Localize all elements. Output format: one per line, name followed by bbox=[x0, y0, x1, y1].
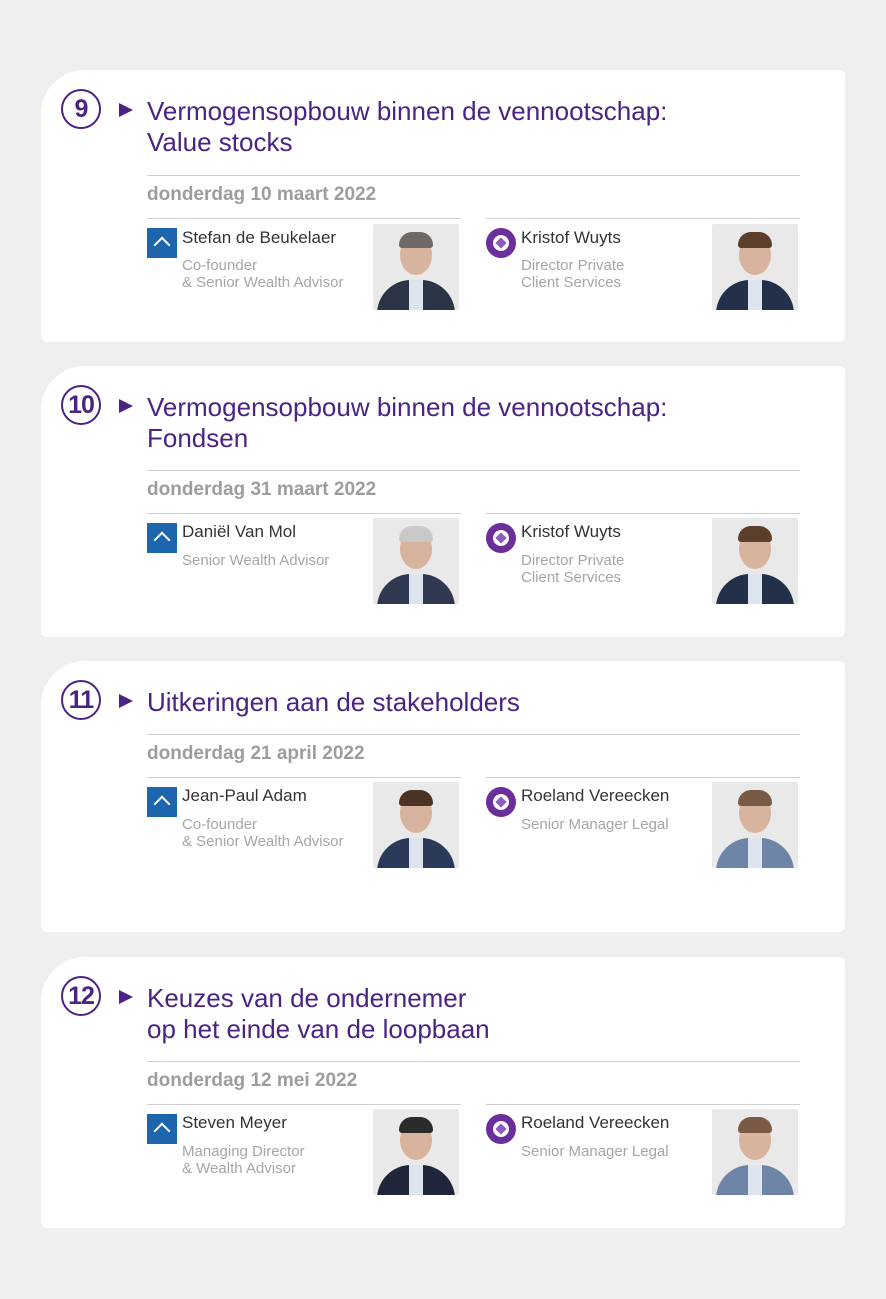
divider bbox=[147, 1104, 461, 1105]
session-date: donderdag 21 april 2022 bbox=[147, 743, 365, 764]
session-title: Keuzes van de ondernemer op het einde van de loopbaan bbox=[147, 983, 490, 1044]
speaker-photo bbox=[712, 224, 798, 310]
divider bbox=[147, 1061, 800, 1062]
speaker-role: Co-founder & Senior Wealth Advisor bbox=[182, 257, 344, 291]
session-card-12 bbox=[41, 957, 845, 1228]
speaker-role: Senior Manager Legal bbox=[521, 816, 669, 833]
pyramid-logo-icon bbox=[147, 1114, 177, 1144]
divider bbox=[147, 470, 800, 471]
speaker-name: Roeland Vereecken bbox=[521, 1113, 670, 1132]
speaker-role: Senior Wealth Advisor bbox=[182, 552, 330, 569]
session-number: 12 bbox=[61, 976, 101, 1016]
speaker-photo bbox=[712, 518, 798, 604]
play-icon bbox=[119, 990, 133, 1004]
swirl-logo-icon bbox=[486, 787, 516, 817]
session-title: Vermogensopbouw binnen de vennootschap: Fondsen bbox=[147, 392, 668, 453]
session-number: 10 bbox=[61, 385, 101, 425]
divider bbox=[147, 777, 461, 778]
speaker-name: Kristof Wuyts bbox=[521, 522, 621, 541]
session-date: donderdag 31 maart 2022 bbox=[147, 479, 377, 500]
divider bbox=[147, 513, 461, 514]
session-number: 9 bbox=[61, 89, 101, 129]
pyramid-logo-icon bbox=[147, 787, 177, 817]
play-icon bbox=[119, 103, 133, 117]
swirl-logo-icon bbox=[486, 523, 516, 553]
speaker-photo bbox=[373, 1109, 459, 1195]
speaker-role: Managing Director & Wealth Advisor bbox=[182, 1143, 305, 1177]
speaker-photo bbox=[373, 224, 459, 310]
session-title: Uitkeringen aan de stakeholders bbox=[147, 687, 520, 717]
speaker-name: Kristof Wuyts bbox=[521, 228, 621, 247]
divider bbox=[147, 734, 800, 735]
speaker-photo bbox=[712, 782, 798, 868]
divider bbox=[486, 777, 800, 778]
speaker-name: Stefan de Beukelaer bbox=[182, 228, 337, 247]
speaker-role: Senior Manager Legal bbox=[521, 1143, 669, 1160]
speaker-role: Director Private Client Services bbox=[521, 552, 625, 586]
speaker-role: Director Private Client Services bbox=[521, 257, 625, 291]
session-card-11 bbox=[41, 661, 845, 932]
divider bbox=[486, 1104, 800, 1105]
session-date: donderdag 12 mei 2022 bbox=[147, 1070, 358, 1091]
session-card-9 bbox=[41, 70, 845, 342]
speaker-photo bbox=[373, 518, 459, 604]
pyramid-logo-icon bbox=[147, 228, 177, 258]
session-date: donderdag 10 maart 2022 bbox=[147, 184, 377, 205]
session-title: Vermogensopbouw binnen de vennootschap: Value stocks bbox=[147, 96, 668, 157]
swirl-logo-icon bbox=[486, 228, 516, 258]
play-icon bbox=[119, 399, 133, 413]
divider bbox=[486, 218, 800, 219]
speaker-photo bbox=[373, 782, 459, 868]
divider bbox=[486, 513, 800, 514]
swirl-logo-icon bbox=[486, 1114, 516, 1144]
speaker-photo bbox=[712, 1109, 798, 1195]
speaker-role: Co-founder & Senior Wealth Advisor bbox=[182, 816, 344, 850]
speaker-name: Jean-Paul Adam bbox=[182, 786, 307, 805]
pyramid-logo-icon bbox=[147, 523, 177, 553]
speaker-name: Roeland Vereecken bbox=[521, 786, 670, 805]
play-icon bbox=[119, 694, 133, 708]
session-card-10 bbox=[41, 366, 845, 637]
speaker-name: Daniël Van Mol bbox=[182, 522, 297, 541]
session-number: 11 bbox=[61, 680, 101, 720]
divider bbox=[147, 218, 461, 219]
divider bbox=[147, 175, 800, 176]
speaker-name: Steven Meyer bbox=[182, 1113, 287, 1132]
